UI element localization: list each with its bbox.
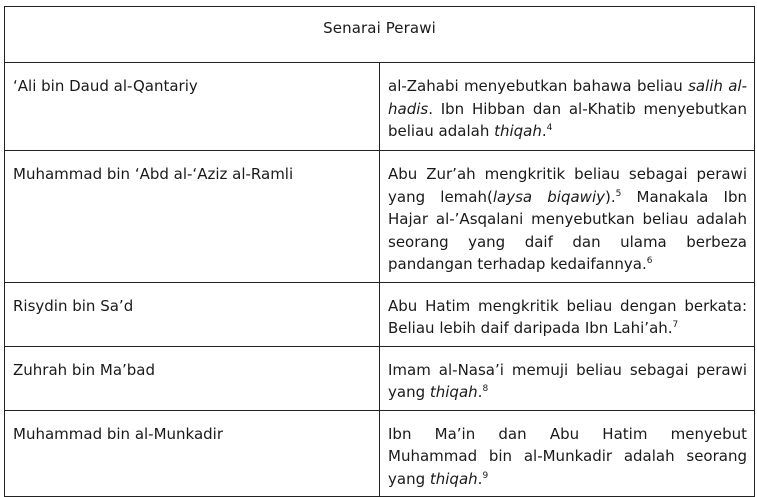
- narrator-description-cell: [380, 63, 755, 151]
- italic-term: thiqah: [429, 469, 478, 488]
- italic-term: laysa biqawiy: [492, 187, 605, 206]
- narrator-description: [380, 151, 754, 282]
- description-text: .: [541, 122, 547, 140]
- footnote-marker: 9: [482, 470, 489, 481]
- table-row: [5, 63, 755, 151]
- table-row: [5, 282, 755, 346]
- narrator-name: Muhammad bin ‘Abd al-‘Aziz al-Ramli: [13, 165, 294, 183]
- narrator-description: [380, 411, 754, 497]
- description-text: .: [477, 383, 483, 401]
- narrator-name: ‘Ali bin Daud al-Qantariy: [13, 77, 198, 95]
- narrator-description-cell: [380, 410, 755, 497]
- narrator-name: Zuhrah bin Ma’bad: [13, 360, 156, 379]
- footnote-marker: 7: [672, 320, 679, 330]
- footnote-marker: 4: [546, 123, 553, 133]
- table-row: [5, 151, 755, 283]
- table-title: Senarai Perawi: [323, 19, 436, 37]
- table-row: [5, 410, 755, 497]
- footnote-marker: 5: [615, 188, 622, 199]
- footnote-marker: 8: [482, 384, 489, 394]
- narrator-description-cell: [380, 151, 755, 283]
- italic-term: thiqah: [494, 122, 542, 140]
- italic-term: thiqah: [429, 383, 478, 401]
- table-header: [5, 7, 755, 63]
- description-text: Abu Hatim mengkritik beliau dengan berkata: Beliau lebih daif daripada Ibn Lahi’ah.: [388, 296, 747, 337]
- narrator-name-cell: [5, 410, 380, 497]
- narrator-table: [4, 6, 755, 497]
- italic-term: salih al-hadis: [388, 77, 748, 118]
- narrator-name-cell: [5, 282, 380, 346]
- description-text: Abu Zur’ah mengkritik beliau sebagai perawi yang lemah(: [388, 165, 747, 206]
- narrator-description: [380, 283, 754, 346]
- narrator-name-cell: [5, 151, 380, 283]
- description-text: ).: [605, 187, 616, 206]
- narrator-description-cell: [380, 282, 755, 346]
- description-text: al-Zahabi menyebutkan bahawa beliau: [388, 77, 689, 95]
- narrator-name: Muhammad bin al-Munkadir: [13, 424, 224, 443]
- description-text: . Ibn Hibban dan al-Khatib menyebutkan beliau adalah: [388, 99, 747, 140]
- narrator-name: Risydin bin Sa’d: [13, 296, 134, 315]
- description-text: Manakala Ibn Hajar al-’Asqalani menyebutkan beliau adalah seorang yang daif dan ulama berbeza pandangan terhadap kedaifannya.: [388, 187, 747, 273]
- description-text: .: [477, 469, 483, 488]
- narrator-name-cell: [5, 346, 380, 410]
- narrator-description: [380, 63, 754, 149]
- narrator-description-cell: [380, 346, 755, 410]
- narrator-name-cell: [5, 63, 380, 151]
- narrator-description: [380, 347, 754, 410]
- description-text: Ibn Ma’in dan Abu Hatim menyebut Muhammad bin al-Munkadir adalah seorang yang: [388, 424, 747, 488]
- footnote-marker: 6: [646, 256, 653, 266]
- table-row: [5, 346, 755, 410]
- description-text: Imam al-Nasa’i memuji beliau sebagai perawi yang: [388, 360, 747, 401]
